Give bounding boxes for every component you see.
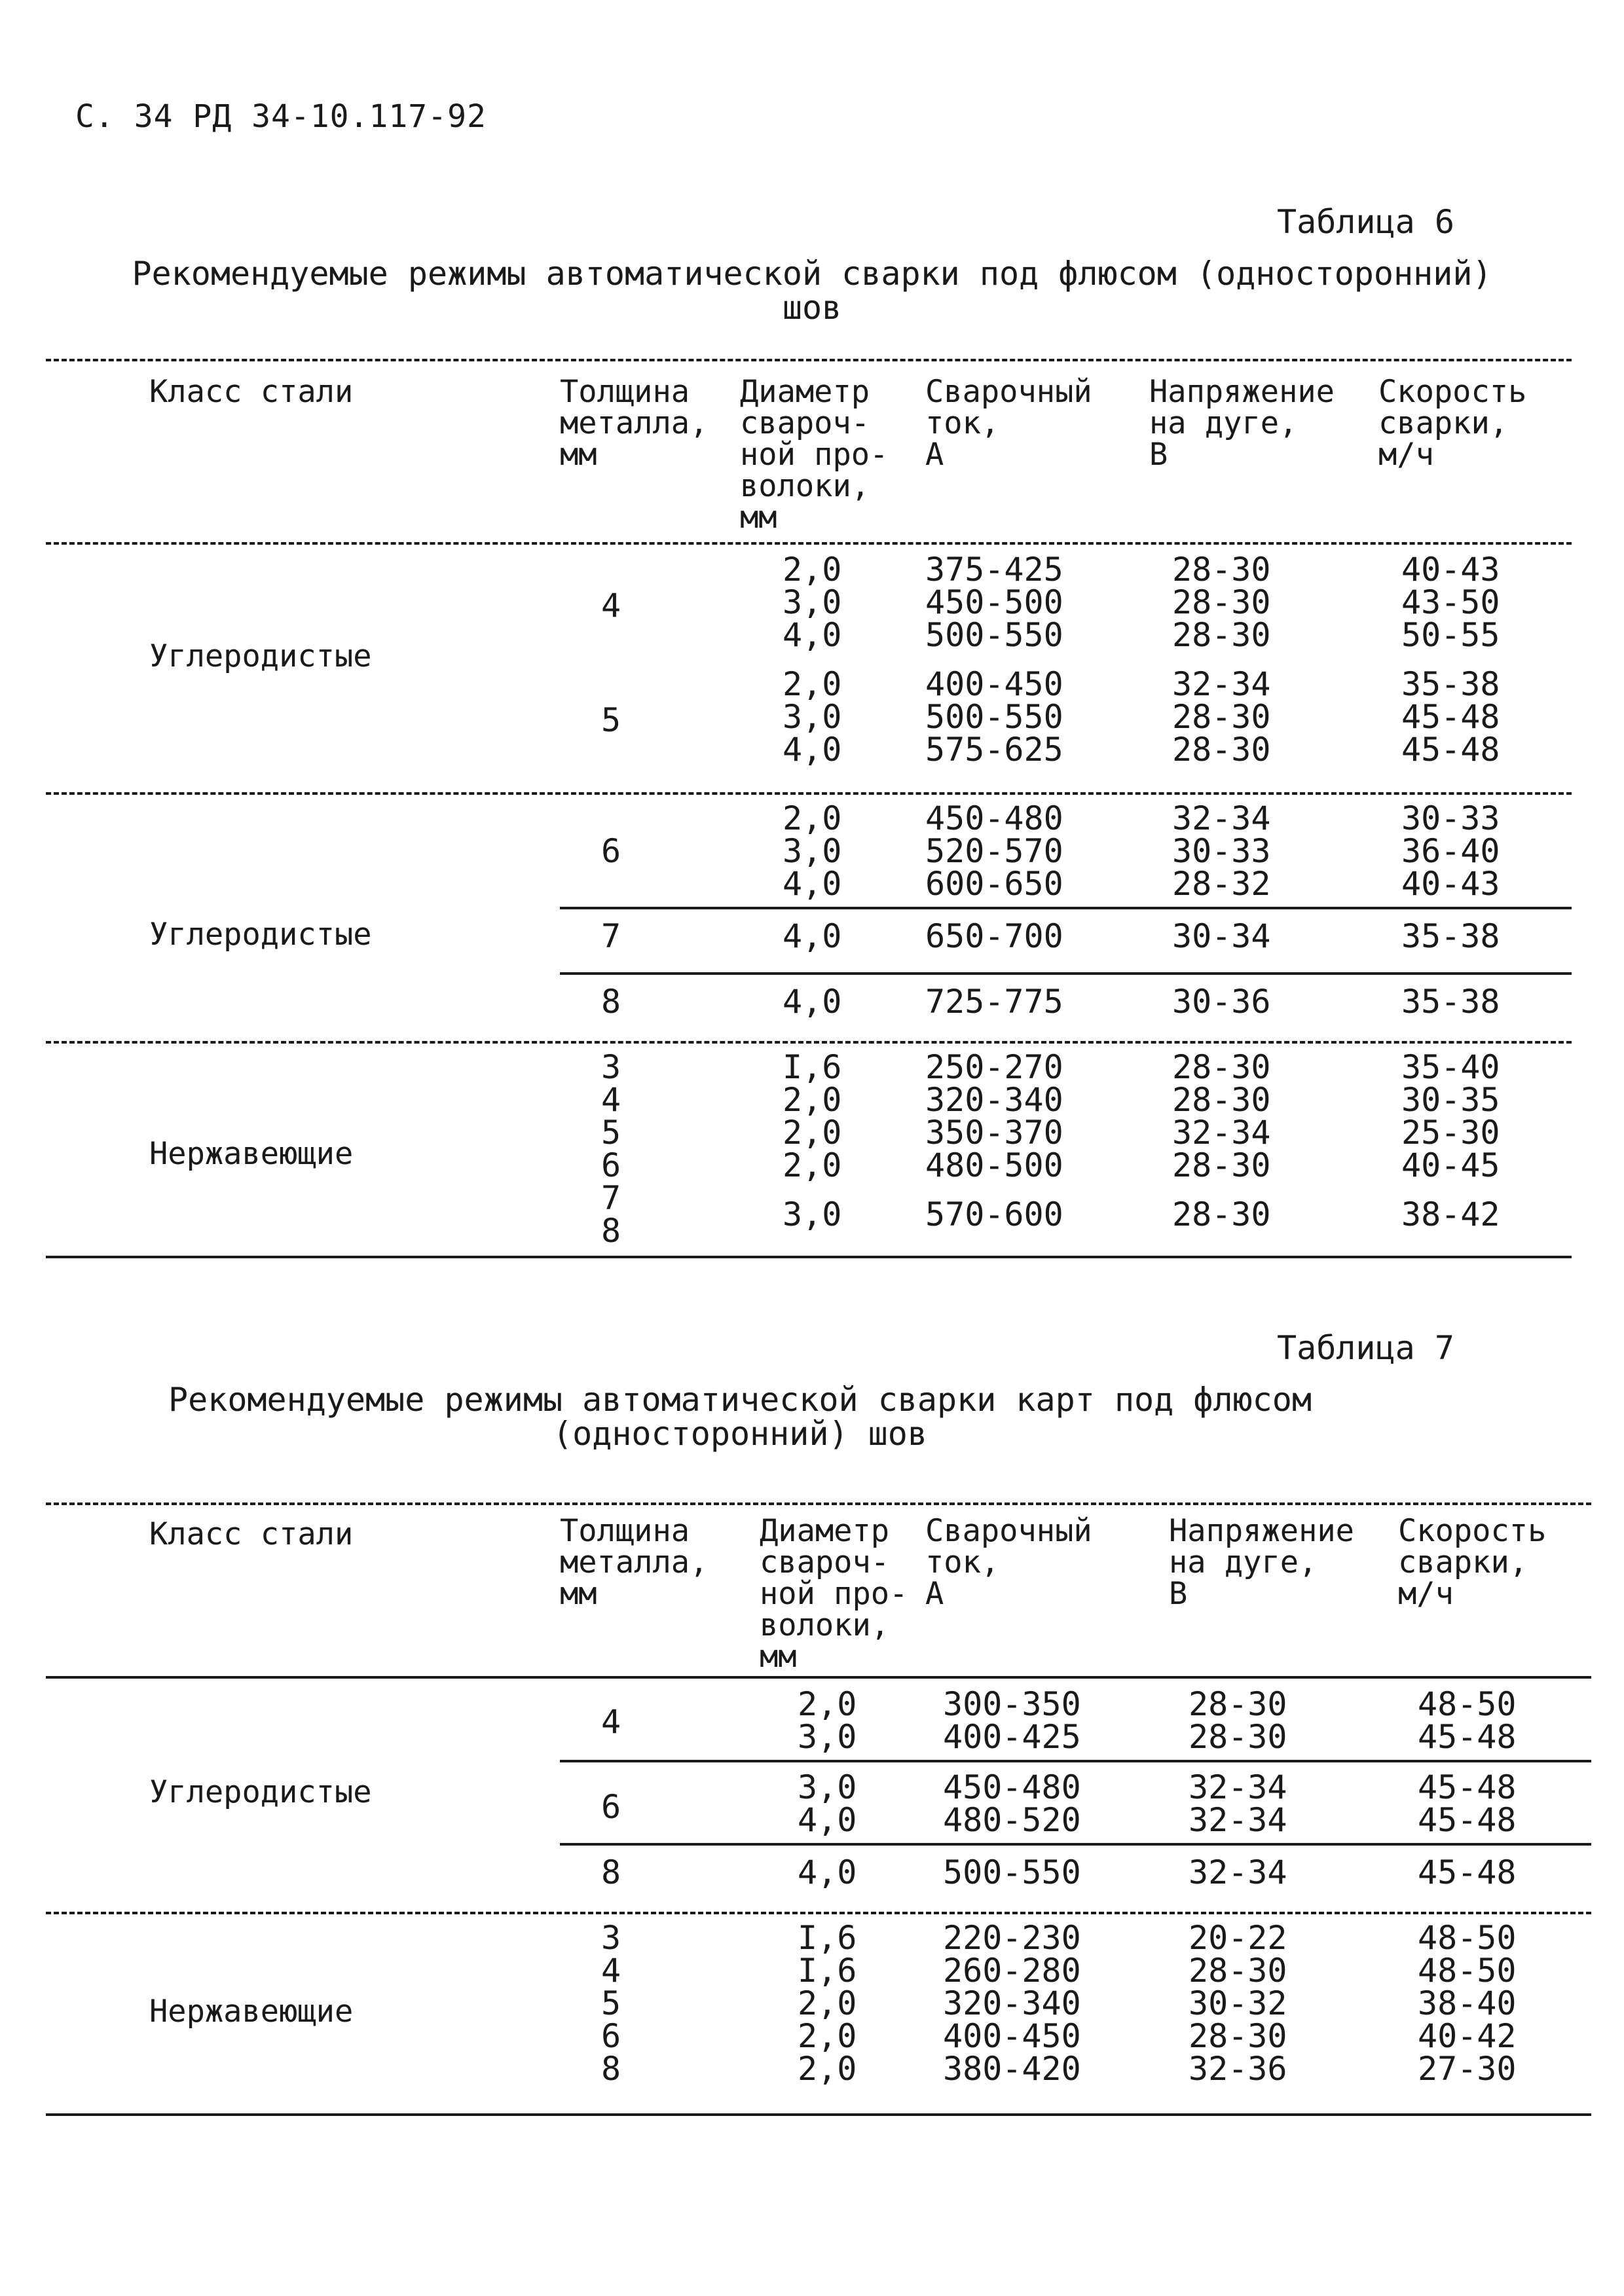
t6-voltage: 28-30 [1172, 698, 1271, 736]
t6-steel-class-2: Углеродистые [149, 917, 372, 953]
table7-group-rule [46, 1912, 1591, 1914]
t6-current: 500-550 [925, 698, 1063, 736]
t7-voltage: 32-34 [1189, 1768, 1287, 1806]
t6-current: 570-600 [925, 1195, 1063, 1233]
t7-diameter: 2,0 [798, 1685, 857, 1723]
t6-thickness: 6 [601, 832, 621, 870]
t6-voltage: 30-34 [1172, 917, 1271, 955]
t6-speed: 38-42 [1401, 1195, 1500, 1233]
t6-voltage: 32-34 [1172, 1114, 1271, 1152]
t6-diameter: 3,0 [783, 583, 842, 621]
t7-thickness: 8 [601, 2050, 621, 2088]
t7-diameter: 2,0 [798, 2017, 857, 2055]
t6-thickness: 8 [601, 983, 621, 1021]
t7-subgroup-rule [560, 1843, 1591, 1846]
t6-speed: 36-40 [1401, 832, 1500, 870]
t6-diameter: 2,0 [783, 1081, 842, 1119]
t7-current: 320-340 [943, 1984, 1081, 2022]
table6-header-rule [46, 542, 1572, 545]
t7-diameter: I,6 [798, 1952, 857, 1990]
t6-diameter: 3,0 [783, 832, 842, 870]
t6-speed: 30-35 [1401, 1081, 1500, 1119]
table6-top-rule [46, 359, 1572, 361]
t7-diameter: 3,0 [798, 1768, 857, 1806]
t7-col-current: Сварочный ток, А [925, 1513, 1092, 1612]
t7-current: 400-425 [943, 1718, 1081, 1756]
t7-thickness: 6 [601, 2017, 621, 2055]
t7-thickness: 4 [601, 1703, 621, 1741]
t6-steel-class-1: Углеродистые [149, 638, 372, 674]
t6-speed: 30-33 [1401, 799, 1500, 837]
t6-col-thickness: Толщина металла, мм [560, 374, 709, 473]
table6-title-line1: Рекомендуемые режимы автоматической сварки под флюсом (односторонний) [132, 255, 1492, 293]
t7-current: 450-480 [943, 1768, 1081, 1806]
t6-thickness: 4 [601, 587, 621, 625]
t6-thickness: 6 [601, 1146, 621, 1184]
t6-subgroup-rule [560, 972, 1572, 975]
t7-voltage: 32-34 [1189, 1801, 1287, 1839]
t6-current: 320-340 [925, 1081, 1063, 1119]
t7-voltage: 32-34 [1189, 1853, 1287, 1891]
t7-thickness: 8 [601, 1853, 621, 1891]
t6-current: 520-570 [925, 832, 1063, 870]
t7-current: 480-520 [943, 1801, 1081, 1839]
table6-bottom-rule [46, 1256, 1572, 1258]
t6-speed: 40-43 [1401, 551, 1500, 589]
t6-diameter: 2,0 [783, 551, 842, 589]
t7-col-thickness: Толщина металла, мм [560, 1513, 709, 1612]
t7-voltage: 32-36 [1189, 2050, 1287, 2088]
t7-speed: 27-30 [1418, 2050, 1517, 2088]
t6-speed: 35-38 [1401, 665, 1500, 703]
t6-current: 575-625 [925, 731, 1063, 769]
table6-group-rule [46, 792, 1572, 795]
t7-voltage: 30-32 [1189, 1984, 1287, 2022]
t7-diameter: I,6 [798, 1919, 857, 1957]
table6-title-line2: шов [782, 289, 842, 327]
t6-diameter: 2,0 [783, 799, 842, 837]
t6-speed: 45-48 [1401, 731, 1500, 769]
t6-voltage: 28-30 [1172, 1048, 1271, 1086]
t7-speed: 38-40 [1418, 1984, 1517, 2022]
t6-current: 600-650 [925, 865, 1063, 903]
t6-voltage: 28-30 [1172, 616, 1271, 654]
table7-top-rule [46, 1503, 1591, 1505]
t6-speed: 45-48 [1401, 698, 1500, 736]
t6-current: 650-700 [925, 917, 1063, 955]
t6-speed: 40-45 [1401, 1146, 1500, 1184]
t7-subgroup-rule [560, 1760, 1591, 1762]
t6-col-speed: Скорость сварки, м/ч [1378, 374, 1527, 473]
t6-diameter: 3,0 [783, 698, 842, 736]
t6-voltage: 30-33 [1172, 832, 1271, 870]
t7-current: 220-230 [943, 1919, 1081, 1957]
t7-current: 260-280 [943, 1952, 1081, 1990]
t7-thickness: 6 [601, 1788, 621, 1826]
t7-thickness: 4 [601, 1952, 621, 1990]
t6-thickness: 7 [601, 917, 621, 955]
t6-current: 375-425 [925, 551, 1063, 589]
t6-diameter: 4,0 [783, 731, 842, 769]
t6-speed: 40-43 [1401, 865, 1500, 903]
table7-bottom-rule [46, 2113, 1591, 2116]
t6-current: 450-480 [925, 799, 1063, 837]
t7-speed: 48-50 [1418, 1919, 1517, 1957]
t7-voltage: 28-30 [1189, 1952, 1287, 1990]
t7-current: 500-550 [943, 1853, 1081, 1891]
table7-header-rule [46, 1676, 1591, 1679]
t6-current: 725-775 [925, 983, 1063, 1021]
t7-speed: 45-48 [1418, 1768, 1517, 1806]
t6-diameter: 4,0 [783, 917, 842, 955]
t6-thickness: 3 [601, 1048, 621, 1086]
t6-diameter: I,6 [783, 1048, 842, 1086]
t6-thickness: 4 [601, 1081, 621, 1119]
t7-speed: 48-50 [1418, 1685, 1517, 1723]
t6-col-current: Сварочный ток, А [925, 374, 1092, 473]
t6-voltage: 32-34 [1172, 799, 1271, 837]
t7-diameter: 2,0 [798, 1984, 857, 2022]
t6-current: 400-450 [925, 665, 1063, 703]
t6-voltage: 28-30 [1172, 1081, 1271, 1119]
t7-steel-class-1: Углеродистые [149, 1774, 372, 1810]
t7-col-steel-class: Класс стали [149, 1516, 354, 1552]
t7-voltage: 28-30 [1189, 2017, 1287, 2055]
t7-col-voltage: Напряжение на дуге, В [1169, 1513, 1354, 1612]
t6-diameter: 2,0 [783, 1146, 842, 1184]
t7-current: 400-450 [943, 2017, 1081, 2055]
t6-thickness: 7 [601, 1179, 621, 1217]
t6-voltage: 28-30 [1172, 731, 1271, 769]
t6-subgroup-rule [560, 907, 1572, 909]
t6-voltage: 28-30 [1172, 1195, 1271, 1233]
t6-diameter: 4,0 [783, 616, 842, 654]
t7-col-wire-diameter: Диаметр свароч- ной про- волоки, мм [760, 1513, 908, 1675]
t6-speed: 35-38 [1401, 983, 1500, 1021]
t7-current: 300-350 [943, 1685, 1081, 1723]
t6-speed: 50-55 [1401, 616, 1500, 654]
t7-speed: 45-48 [1418, 1718, 1517, 1756]
t6-diameter: 4,0 [783, 983, 842, 1021]
t6-col-voltage: Напряжение на дуге, В [1149, 374, 1335, 473]
t6-thickness: 5 [601, 701, 621, 739]
t6-voltage: 28-32 [1172, 865, 1271, 903]
t6-voltage: 30-36 [1172, 983, 1271, 1021]
page-header: С. 34 РД 34-10.117-92 [75, 98, 487, 135]
t6-current: 250-270 [925, 1048, 1063, 1086]
t6-voltage: 28-30 [1172, 551, 1271, 589]
t6-current: 350-370 [925, 1114, 1063, 1152]
t6-thickness: 8 [601, 1212, 621, 1250]
t6-diameter: 2,0 [783, 1114, 842, 1152]
t7-voltage: 20-22 [1189, 1919, 1287, 1957]
t7-current: 380-420 [943, 2050, 1081, 2088]
t6-voltage: 28-30 [1172, 1146, 1271, 1184]
table7-label: Таблица 7 [1277, 1329, 1454, 1367]
t6-thickness: 5 [601, 1114, 621, 1152]
t6-speed: 35-40 [1401, 1048, 1500, 1086]
t7-speed: 45-48 [1418, 1801, 1517, 1839]
table7-title-line2: (односторонний) шов [553, 1415, 927, 1453]
t7-steel-class-2: Нержавеющие [149, 1994, 354, 2030]
t7-col-speed: Скорость сварки, м/ч [1398, 1513, 1547, 1612]
t7-diameter: 4,0 [798, 1801, 857, 1839]
t6-voltage: 28-30 [1172, 583, 1271, 621]
table6-label: Таблица 6 [1277, 203, 1454, 241]
t7-voltage: 28-30 [1189, 1718, 1287, 1756]
t7-diameter: 3,0 [798, 1718, 857, 1756]
t6-voltage: 32-34 [1172, 665, 1271, 703]
t6-diameter: 2,0 [783, 665, 842, 703]
t7-thickness: 5 [601, 1984, 621, 2022]
t6-diameter: 3,0 [783, 1195, 842, 1233]
t7-diameter: 4,0 [798, 1853, 857, 1891]
t7-speed: 40-42 [1418, 2017, 1517, 2055]
t6-current: 500-550 [925, 616, 1063, 654]
table7-title-line1: Рекомендуемые режимы автоматической сварки карт под флюсом [168, 1381, 1312, 1419]
t6-col-steel-class: Класс стали [149, 374, 354, 410]
t6-speed: 43-50 [1401, 583, 1500, 621]
t7-voltage: 28-30 [1189, 1685, 1287, 1723]
t6-speed: 35-38 [1401, 917, 1500, 955]
table6-group-rule [46, 1041, 1572, 1044]
t6-steel-class-3: Нержавеющие [149, 1136, 354, 1172]
t6-speed: 25-30 [1401, 1114, 1500, 1152]
t6-diameter: 4,0 [783, 865, 842, 903]
t7-thickness: 3 [601, 1919, 621, 1957]
t7-speed: 45-48 [1418, 1853, 1517, 1891]
t6-current: 480-500 [925, 1146, 1063, 1184]
t7-speed: 48-50 [1418, 1952, 1517, 1990]
t6-current: 450-500 [925, 583, 1063, 621]
t7-diameter: 2,0 [798, 2050, 857, 2088]
t6-col-wire-diameter: Диаметр свароч- ной про- волоки, мм [740, 374, 889, 536]
